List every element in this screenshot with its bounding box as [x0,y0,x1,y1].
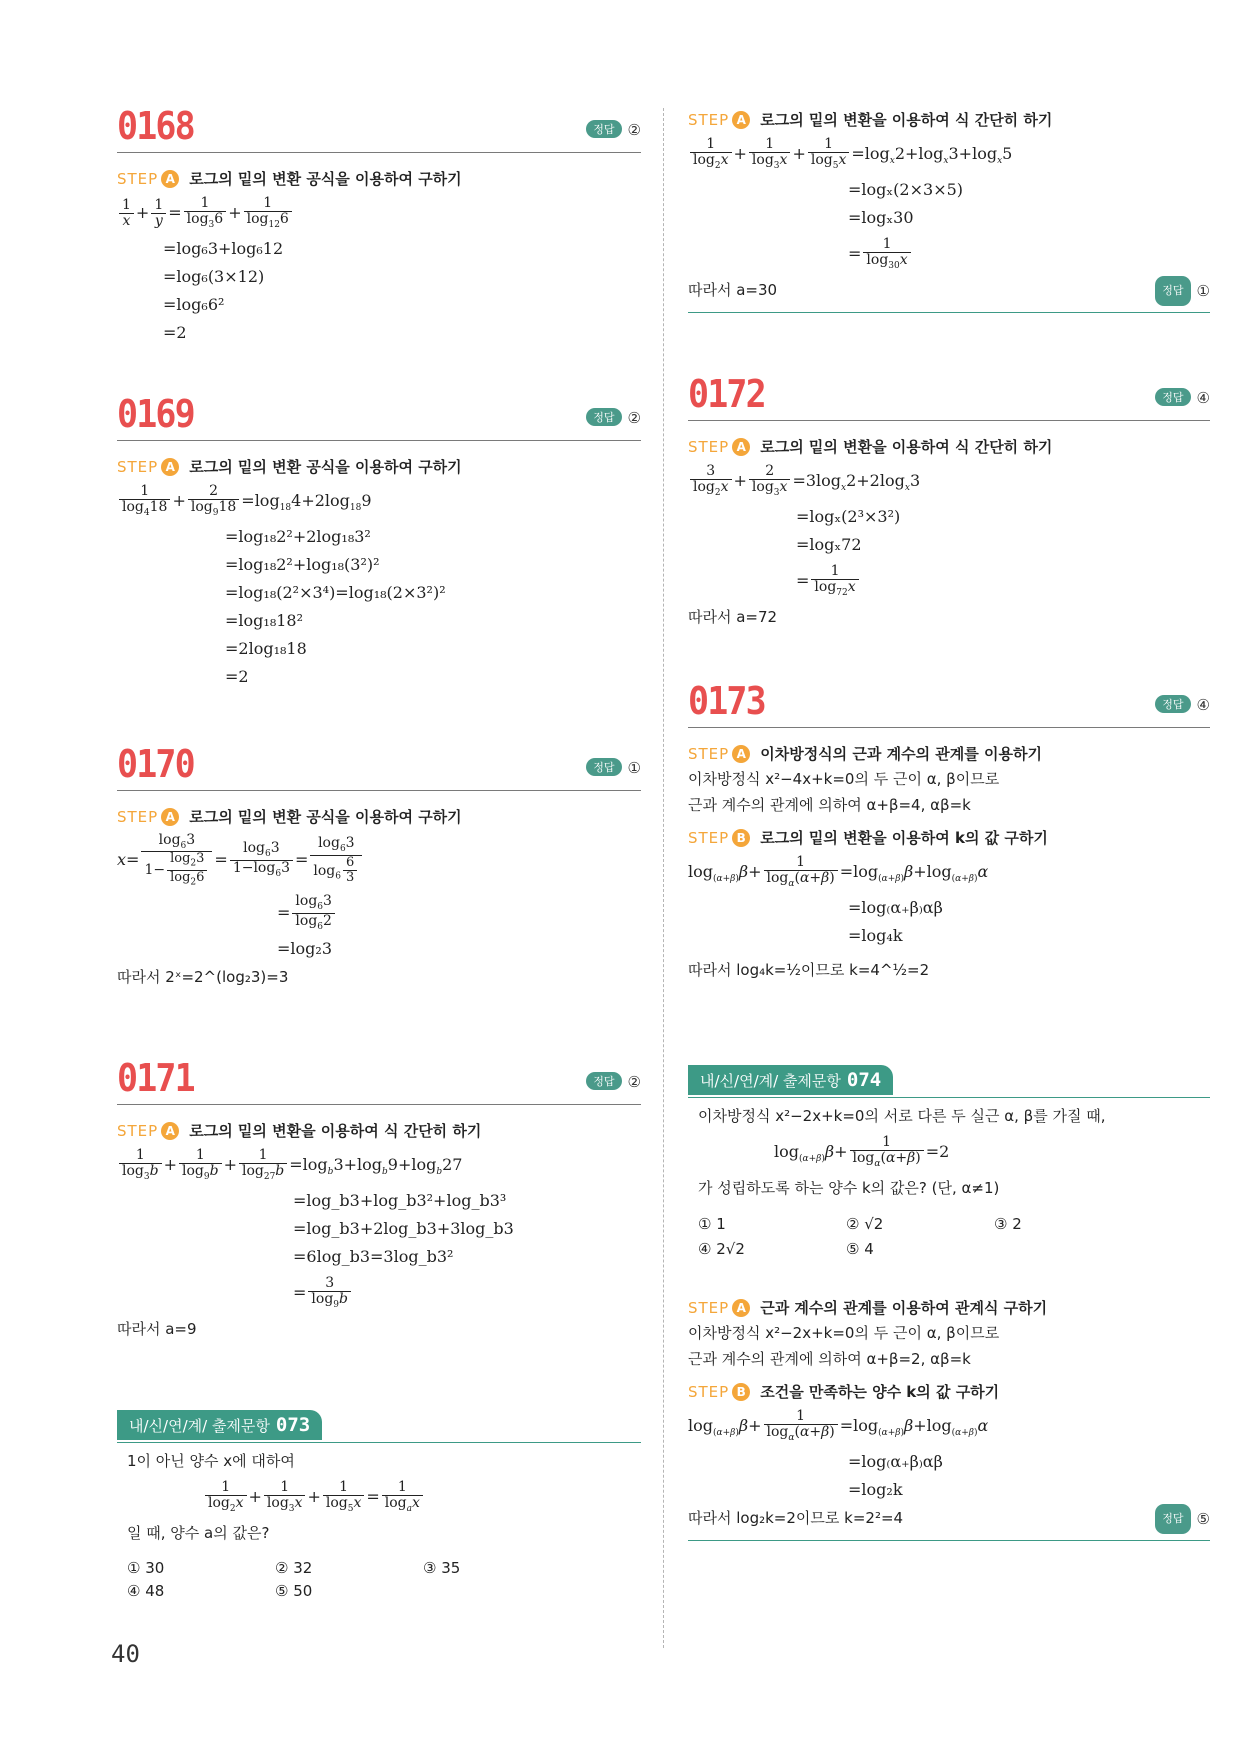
equation-line: =log₆(3×12) [163,267,265,286]
equation-line: =log₆3+log₆12 [163,239,284,258]
step-title: 조건을 만족하는 양수 k의 값 구하기 [760,1383,1000,1401]
step-circle: A [732,1299,750,1317]
step-circle: B [732,829,750,847]
answer-badge: 정답 [586,120,621,138]
equation-line: =log₆6² [163,295,225,314]
step-circle: A [161,808,179,826]
page-number: 40 [111,1640,140,1668]
equation-line: =log₁₈2²+log₁₈(3²)² [225,555,380,574]
choice-4: ④ 2√2 [698,1240,745,1258]
step-title: 근과 계수의 관계를 이용하여 관계식 구하기 [760,1299,1048,1317]
step-word: STEP [688,1383,730,1401]
problem-0169 [117,392,641,691]
equation-line: =log₁₈2²+2log₁₈3² [225,527,371,546]
step-heading [688,108,1210,132]
step-word: STEP [688,829,730,847]
answer-badge: 정답 [586,758,621,776]
step-title: 로그의 밑의 변환 공식을 이용하여 구하기 [189,458,462,476]
step-heading [688,826,1210,850]
equation-line: =logₓ72 [796,535,862,554]
equation-line: =log₍α₊β₎αβ [848,898,943,917]
related-question-073 [117,1410,641,1603]
choice-2: ② 32 [275,1559,313,1577]
conclusion-row [688,1504,1210,1532]
problem-number: 0168 [117,104,194,148]
column-divider [663,108,664,1648]
equation-line: = $\frac{3}{\log_9b}$ [117,1271,641,1315]
problem-header [117,742,641,791]
answer-label [1155,276,1210,306]
problem-0173 [688,679,1210,984]
equation-line: $\frac{1}{x}$ + $\frac{1}{y}$ = $\frac{1}{\log_36}$ + $\frac{1}{\log_{12}6}$ [117,191,641,235]
answer-value: ① [627,759,641,777]
equation-line: $\frac{1}{\log_3b}$ + $\frac{1}{\log_9b}$ + $\frac{1}{\log_{27}b}$ $=\log_b3+\log_b9+\log_b27$ [117,1143,641,1187]
box-header [117,1410,641,1443]
equation-line: = $\frac{1}{\log_{72}x}$ [688,559,1210,603]
question-text: 가 성립하도록 하는 양수 k의 값은? (단, α≠1) [698,1179,1000,1197]
step-circle: A [161,1122,179,1140]
equation-line: $\frac{1}{\log_2x}$ + $\frac{1}{\log_3x}$ + $\frac{1}{\log_5x}$ $=\log_x2+\log_x3+\log_x5$ [688,132,1210,176]
question-equation: $\log_{(\alpha+\beta)}\beta+$ $\frac{1}{\log_\alpha(\alpha+\beta)}$ =2 [774,1133,950,1170]
conclusion: 따라서 a=30 [688,281,778,299]
answer-label [586,758,641,777]
equation-line: =logₓ(2³×3²) [796,507,901,526]
equation-line: =2 [163,323,187,342]
step-word: STEP [117,170,159,188]
equation-line: =log_b3+log_b3²+log_b3³ [293,1191,507,1210]
answer-badge: 정답 [1155,388,1190,406]
problem-0172 [688,372,1210,631]
step-heading [688,1380,1210,1404]
problem-number: 0172 [688,372,765,416]
box-label: 내/신/연/계/ 출제문항 [700,1072,841,1090]
box-tab [117,1410,322,1440]
conclusion: 따라서 2ˣ=2^(log₂3)=3 [117,968,289,986]
text-line: 이차방정식 x²−4x+k=0의 두 근이 α, β이므로 [688,770,1000,788]
equation-line: =2log₁₈18 [225,639,307,658]
text-line: 이차방정식 x²−2x+k=0의 두 근이 α, β이므로 [688,1324,1000,1342]
choice-1: ① 30 [127,1559,165,1577]
step-heading [688,1296,1210,1320]
answer-badge: 정답 [586,1072,621,1090]
problem-0170 [117,742,641,991]
step-circle: A [161,458,179,476]
equation-line: =log₍α₊β₎αβ [848,1452,943,1471]
problem-header [688,372,1210,421]
equation-line: =log₁₈(2²×3⁴)=log₁₈(2×3²)² [225,583,446,602]
answer-value: ⑤ [1196,1510,1210,1528]
step-circle: A [732,745,750,763]
problem-header [688,679,1210,728]
answer-value: ② [627,1073,641,1091]
answer-label [586,408,641,427]
conclusion: 따라서 a=72 [688,608,778,626]
box-label: 내/신/연/계/ 출제문항 [129,1417,270,1435]
step-word: STEP [117,1122,159,1140]
choice-2: ② √2 [846,1215,884,1233]
step-heading [117,167,641,191]
box-tab [688,1065,893,1095]
equation-line: $\frac{1}{\log_418}$ + $\frac{2}{\log_918}$ $=\log_{18}4+2\log_{18}9$ [117,479,641,523]
box-header [688,1065,1210,1098]
problem-header [117,104,641,153]
box-number: 074 [846,1069,882,1091]
step-heading [117,805,641,829]
step-title: 로그의 밑의 변환을 이용하여 식 간단히 하기 [760,111,1053,129]
step-title: 로그의 밑의 변환 공식을 이용하여 구하기 [189,808,462,826]
conclusion: 따라서 log₄k=½이므로 k=4^½=2 [688,961,930,979]
step-word: STEP [117,458,159,476]
equation-line: $\log_{(\alpha+\beta)}\beta+$ $\frac{1}{\log_\alpha(\alpha+\beta)}$ $=\log_{(\alpha+\beta)}\beta+\log_{(\alpha+\beta)}\alpha$ [688,853,989,890]
answer-label [1155,388,1210,407]
problem-number: 0171 [117,1056,194,1100]
related-question-074 [688,1065,1210,1541]
equation-line: =log₄k [848,926,903,945]
answer-badge: 정답 [586,408,621,426]
equation-line: =logₓ30 [848,208,914,227]
step-heading [688,435,1210,459]
step-word: STEP [117,808,159,826]
problem-header [117,1056,641,1105]
equation-line: =2 [225,667,249,686]
choice-1: ① 1 [698,1215,726,1233]
answer-label [586,1072,641,1091]
step-title: 로그의 밑의 변환 공식을 이용하여 구하기 [189,170,462,188]
problem-number: 0170 [117,742,194,786]
problem-0168 [117,104,641,347]
problem-number: 0173 [688,679,765,723]
box-number: 073 [275,1414,311,1436]
step-title: 로그의 밑의 변환을 이용하여 식 간단히 하기 [760,438,1053,456]
question-equation: $\frac{1}{\log_2x}$ + $\frac{1}{\log_3x}$ + $\frac{1}{\log_5x}$ = $\frac{1}{\log_ax}$ [127,1475,641,1519]
section-rule [688,312,1210,313]
equation-line: $\frac{3}{\log_2x}$ + $\frac{2}{\log_3x}$ $=3\log_x2+2\log_x3$ [688,459,1210,503]
box-bottom-rule [688,1540,1210,1541]
choice-3: ③ 2 [994,1215,1022,1233]
conclusion: 따라서 log₂k=2이므로 k=2²=4 [688,1509,904,1527]
answer-value: ② [627,121,641,139]
answer-label [1155,695,1210,714]
answer-badge: 정답 [1155,1504,1190,1534]
problem-0171 [117,1056,641,1343]
answer-value: ① [1196,282,1210,300]
conclusion: 따라서 a=9 [117,1320,197,1338]
step-word: STEP [688,745,730,763]
step-heading [117,1119,641,1143]
conclusion-row [688,276,1210,304]
choices [698,1212,1210,1262]
step-circle: B [732,1383,750,1401]
answer-badge: 정답 [1155,695,1190,713]
answer-value: ④ [1196,696,1210,714]
question-intro: 이차방정식 x²−2x+k=0의 서로 다른 두 실근 α, β를 가질 때, [698,1107,1106,1125]
question-intro: 1이 아닌 양수 x에 대하여 [127,1452,295,1470]
step-title: 이차방정식의 근과 계수의 관계를 이용하기 [760,745,1042,763]
equation-line: =log₂k [848,1480,903,1499]
choices [127,1557,641,1603]
equation-line: =6log_b3=3log_b3² [293,1247,454,1266]
problem-header [117,392,641,441]
step-heading [688,742,1210,766]
answer-badge: 정답 [1155,276,1190,306]
equation-line: =log_b3+2log_b3+3log_b3 [293,1219,514,1238]
step-circle: A [732,438,750,456]
equation-line: = $\frac{\log_63}{\log_62}$ [117,891,641,935]
answer-value: ② [627,409,641,427]
problem-number: 0169 [117,392,194,436]
equation-line: = $\frac{1}{\log_{30}x}$ [688,232,1210,276]
step-word: STEP [688,438,730,456]
step-title: 로그의 밑의 변환을 이용하여 식 간단히 하기 [189,1122,482,1140]
answer-label [586,120,641,139]
choice-5: ⑤ 50 [275,1582,313,1600]
equation-line: =logₓ(2×3×5) [848,180,964,199]
question-text: 일 때, 양수 a의 값은? [127,1524,270,1542]
equation-line: x= $\log_63$ 1− $\frac{\log_23}{\log_26}$ = $\frac{\log_63}{1-\log_63}$ = $\log_63$ $\log_6$ $\frac{6}{3}$ [117,829,641,891]
text-line: 근과 계수의 관계에 의하여 α+β=2, αβ=k [688,1350,971,1368]
step-title: 로그의 밑의 변환을 이용하여 k의 값 구하기 [760,829,1048,847]
step-circle: A [732,111,750,129]
problem-0171-continued [688,108,1210,313]
step-word: STEP [688,1299,730,1317]
choice-5: ⑤ 4 [846,1240,874,1258]
step-word: STEP [688,111,730,129]
step-heading [117,455,641,479]
choice-3: ③ 35 [423,1559,461,1577]
equation-line: =log₁₈18² [225,611,303,630]
step-circle: A [161,170,179,188]
answer-label [1155,1504,1210,1534]
equation-line: $\log_{(\alpha+\beta)}\beta+$ $\frac{1}{\log_\alpha(\alpha+\beta)}$ $=\log_{(\alpha+\beta)}\beta+\log_{(\alpha+\beta)}\alpha$ [688,1407,989,1444]
choice-4: ④ 48 [127,1582,165,1600]
equation-line: =log₂3 [277,939,332,958]
text-line: 근과 계수의 관계에 의하여 α+β=4, αβ=k [688,796,971,814]
answer-value: ④ [1196,389,1210,407]
